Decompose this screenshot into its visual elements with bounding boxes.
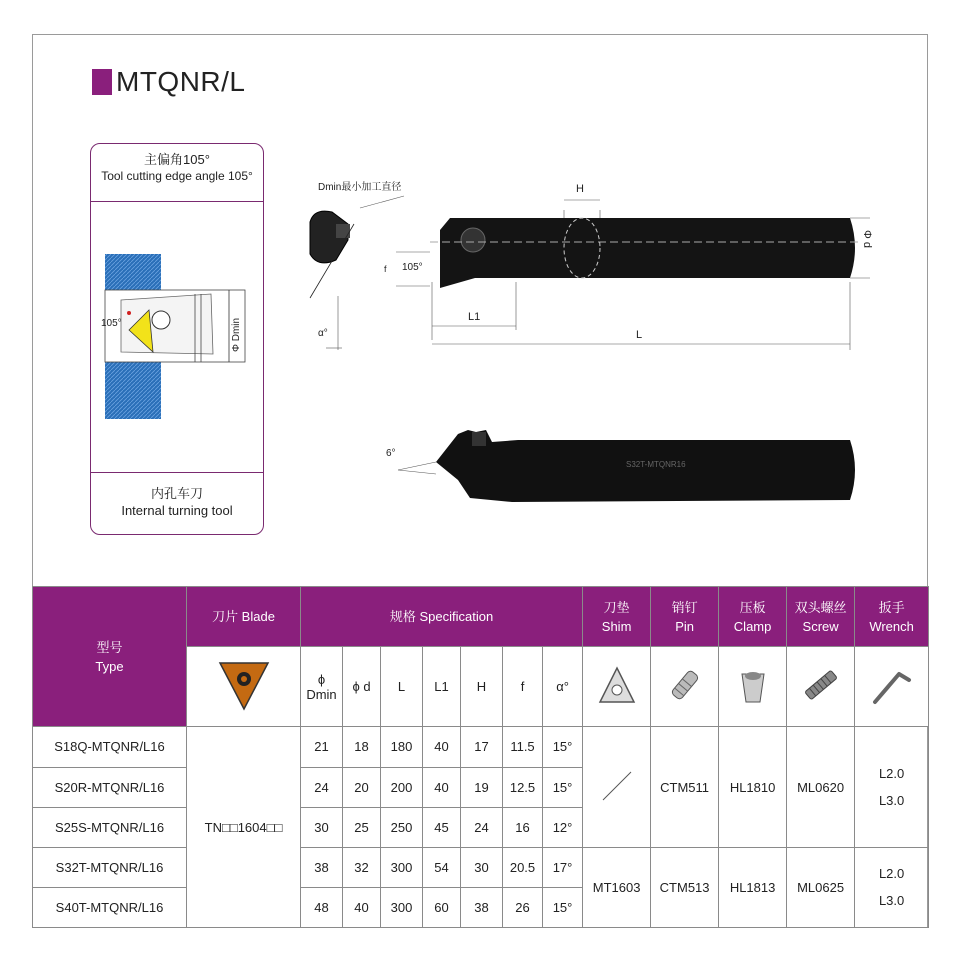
clamp-image-cell (719, 647, 787, 727)
pin-icon (662, 662, 708, 708)
tool-technical-drawing (290, 170, 890, 560)
screw-header: 双头螺丝 Screw (787, 587, 855, 647)
shim-header: 刀垫 Shim (583, 587, 651, 647)
phi-d-label: Φ d (861, 230, 873, 248)
cutting-angle-en: Tool cutting edge angle 105° (101, 169, 253, 183)
wrench-header: 扳手 Wrench (855, 587, 929, 647)
shim-image-cell (583, 647, 651, 727)
angle-105-label: 105° (101, 318, 122, 329)
internal-turning-cn: 内孔车刀 (150, 486, 203, 501)
table-row: S32T-MTQNR/L16 38 32 300 54 30 20.5 17° MT1603 CTM513 HL1813 ML0625 L2.0 L3.0 (33, 847, 929, 887)
cutting-angle-cn: 主偏角105° (144, 152, 210, 167)
top-view-bar (384, 183, 873, 350)
clamp-value-2: HL1813 (719, 847, 787, 927)
clamp-value-1: HL1810 (719, 727, 787, 847)
wrench-value-1: L2.0 L3.0 (855, 727, 929, 847)
title-marker (92, 69, 112, 95)
blade-image-cell (187, 647, 301, 727)
pin-value-2: CTM513 (651, 847, 719, 927)
bar-engraving: S32T-MTQNR16 (626, 460, 686, 469)
l1-label: L1 (468, 311, 481, 323)
table-row: S40T-MTQNR/L16 48 40 300 60 38 26 15° (33, 887, 929, 927)
product-title (92, 66, 246, 98)
col-l: L (381, 647, 423, 727)
blade-value: TN□□1604□□ (187, 727, 301, 928)
angle-box-footer (91, 472, 263, 534)
col-alpha: α° (543, 647, 583, 727)
shim-value-2: MT1603 (583, 847, 651, 927)
screw-value-1: ML0620 (787, 727, 855, 847)
screw-icon (798, 662, 844, 708)
pin-image-cell (651, 647, 719, 727)
internal-turning-en: Internal turning tool (121, 503, 233, 518)
clamp-header: 压板 Clamp (719, 587, 787, 647)
screw-image-cell (787, 647, 855, 727)
col-d: ϕ d (343, 647, 381, 727)
dmin-label: Φ Dmin (231, 317, 242, 352)
side-view-bar (386, 430, 855, 502)
col-f: f (503, 647, 543, 727)
angle-info-box (90, 143, 264, 535)
dmin-note: Dmin最小加工直径 (318, 182, 402, 193)
specification-table (32, 586, 929, 928)
h-label: H (576, 183, 584, 195)
type-header: 型号 Type (33, 587, 187, 727)
col-l1: L1 (423, 647, 461, 727)
wrench-icon (869, 662, 915, 708)
blade-header: 刀片 Blade (187, 587, 301, 647)
end-view (310, 180, 404, 350)
boring-diagram (91, 202, 263, 472)
pin-value-1: CTM511 (651, 727, 719, 847)
pin-header: 销钉 Pin (651, 587, 719, 647)
table-row: S20R-MTQNR/L16 24 20 200 40 19 12.5 15° (33, 767, 929, 807)
no-shim-slash (597, 766, 637, 806)
l-label: L (636, 329, 643, 341)
clamp-icon (730, 662, 776, 708)
wrench-image-cell (855, 647, 929, 727)
screw-value-2: ML0625 (787, 847, 855, 927)
specification-header: 规格 Specification (301, 587, 583, 647)
shim-none-cell (583, 727, 651, 847)
title-text: MTQNR/L (116, 66, 246, 97)
wrench-value-2: L2.0 L3.0 (855, 847, 929, 927)
col-dmin: ϕ Dmin (301, 647, 343, 727)
f-label: f (384, 264, 387, 274)
table-row: S25S-MTQNR/L16 30 25 250 45 24 16 12° (33, 807, 929, 847)
cutting-point-dot (127, 311, 131, 315)
triangle-insert-icon (214, 655, 274, 715)
col-h: H (461, 647, 503, 727)
alpha-label: α° (318, 328, 328, 339)
shim-icon (594, 662, 640, 708)
angle-box-header (91, 144, 263, 202)
angle-6-label: 6° (386, 448, 396, 459)
internal-turning-illustration (91, 202, 263, 472)
table-row: S18Q-MTQNR/L16 TN□□1604□□ 21 18 180 40 17 11.5 15° CTM511 HL1810 ML0620 L2.0 L3.0 (33, 727, 929, 767)
angle-105-drawing-label: 105° (402, 262, 423, 273)
